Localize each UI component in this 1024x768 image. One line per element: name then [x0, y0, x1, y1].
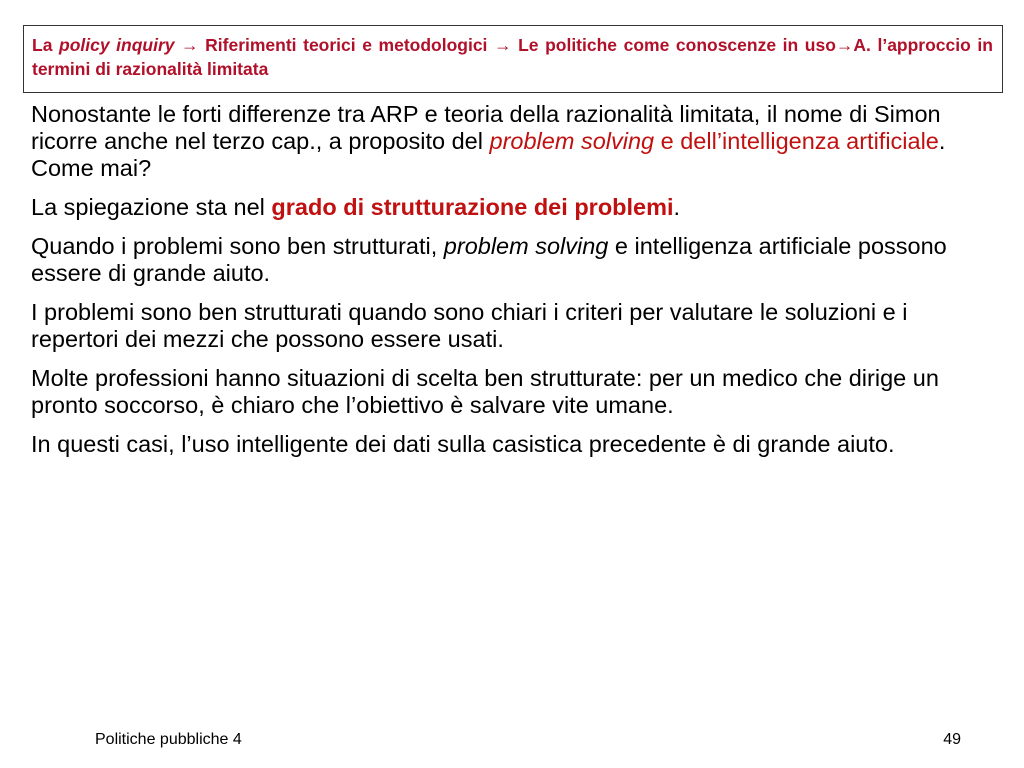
title-text-4: A. l’approccio in termini di razionalità limitata [32, 35, 993, 79]
p1-artificial-intelligence: e dell’intelligenza artificiale [654, 128, 939, 154]
title-italic-policy-inquiry: policy inquiry [59, 35, 175, 55]
arrow-icon: → [487, 35, 519, 55]
paragraph-6: In questi casi, l’uso intelligente dei dati sulla casistica precedente è di grande aiuto. [31, 431, 895, 457]
arrow-icon: → [835, 35, 854, 55]
paragraph-3 [31, 233, 991, 287]
p3-text-2: e intelligenza artificiale possono essere di grande aiuto. [31, 233, 947, 286]
p3-text-1: Quando i problemi sono ben strutturati, [31, 233, 444, 259]
p2-text-1: La spiegazione sta nel [31, 194, 272, 220]
p2-highlight: grado di strutturazione dei problemi [271, 194, 674, 220]
slide-body [31, 101, 991, 470]
slide-title [23, 25, 1003, 93]
p2-text-2: . [673, 194, 681, 220]
title-text-2: Riferimenti teorici e metodologici [205, 35, 488, 55]
paragraph-2 [31, 194, 991, 221]
arrow-icon: → [174, 35, 206, 55]
p1-problem-solving: problem solving [489, 128, 655, 154]
paragraph-4: I problemi sono ben strutturati quando sono chiari i criteri per valutare le soluzioni e i repertori dei mezzi che possono essere usati. [31, 299, 908, 352]
p3-italic: problem solving [443, 233, 609, 259]
title-text-3: Le politiche come conoscenze in uso [518, 35, 836, 55]
p1-text-2: . Come mai? [31, 128, 946, 181]
paragraph-5: Molte professioni hanno situazioni di scelta ben strutturate: per un medico che dirige un pronto soccorso, è chiaro che l’obiettivo è salvare vite umane. [31, 365, 939, 418]
page-number: 49 [943, 731, 961, 748]
paragraph-1 [31, 101, 991, 182]
footer-course-name: Politiche pubbliche 4 [95, 731, 242, 748]
p1-text-1: Nonostante le forti differenze tra ARP e teoria della razionalità limitata, il nome di Simon ricorre anche nel terzo cap., a proposito del [31, 101, 941, 154]
title-text-1: La [32, 35, 59, 55]
